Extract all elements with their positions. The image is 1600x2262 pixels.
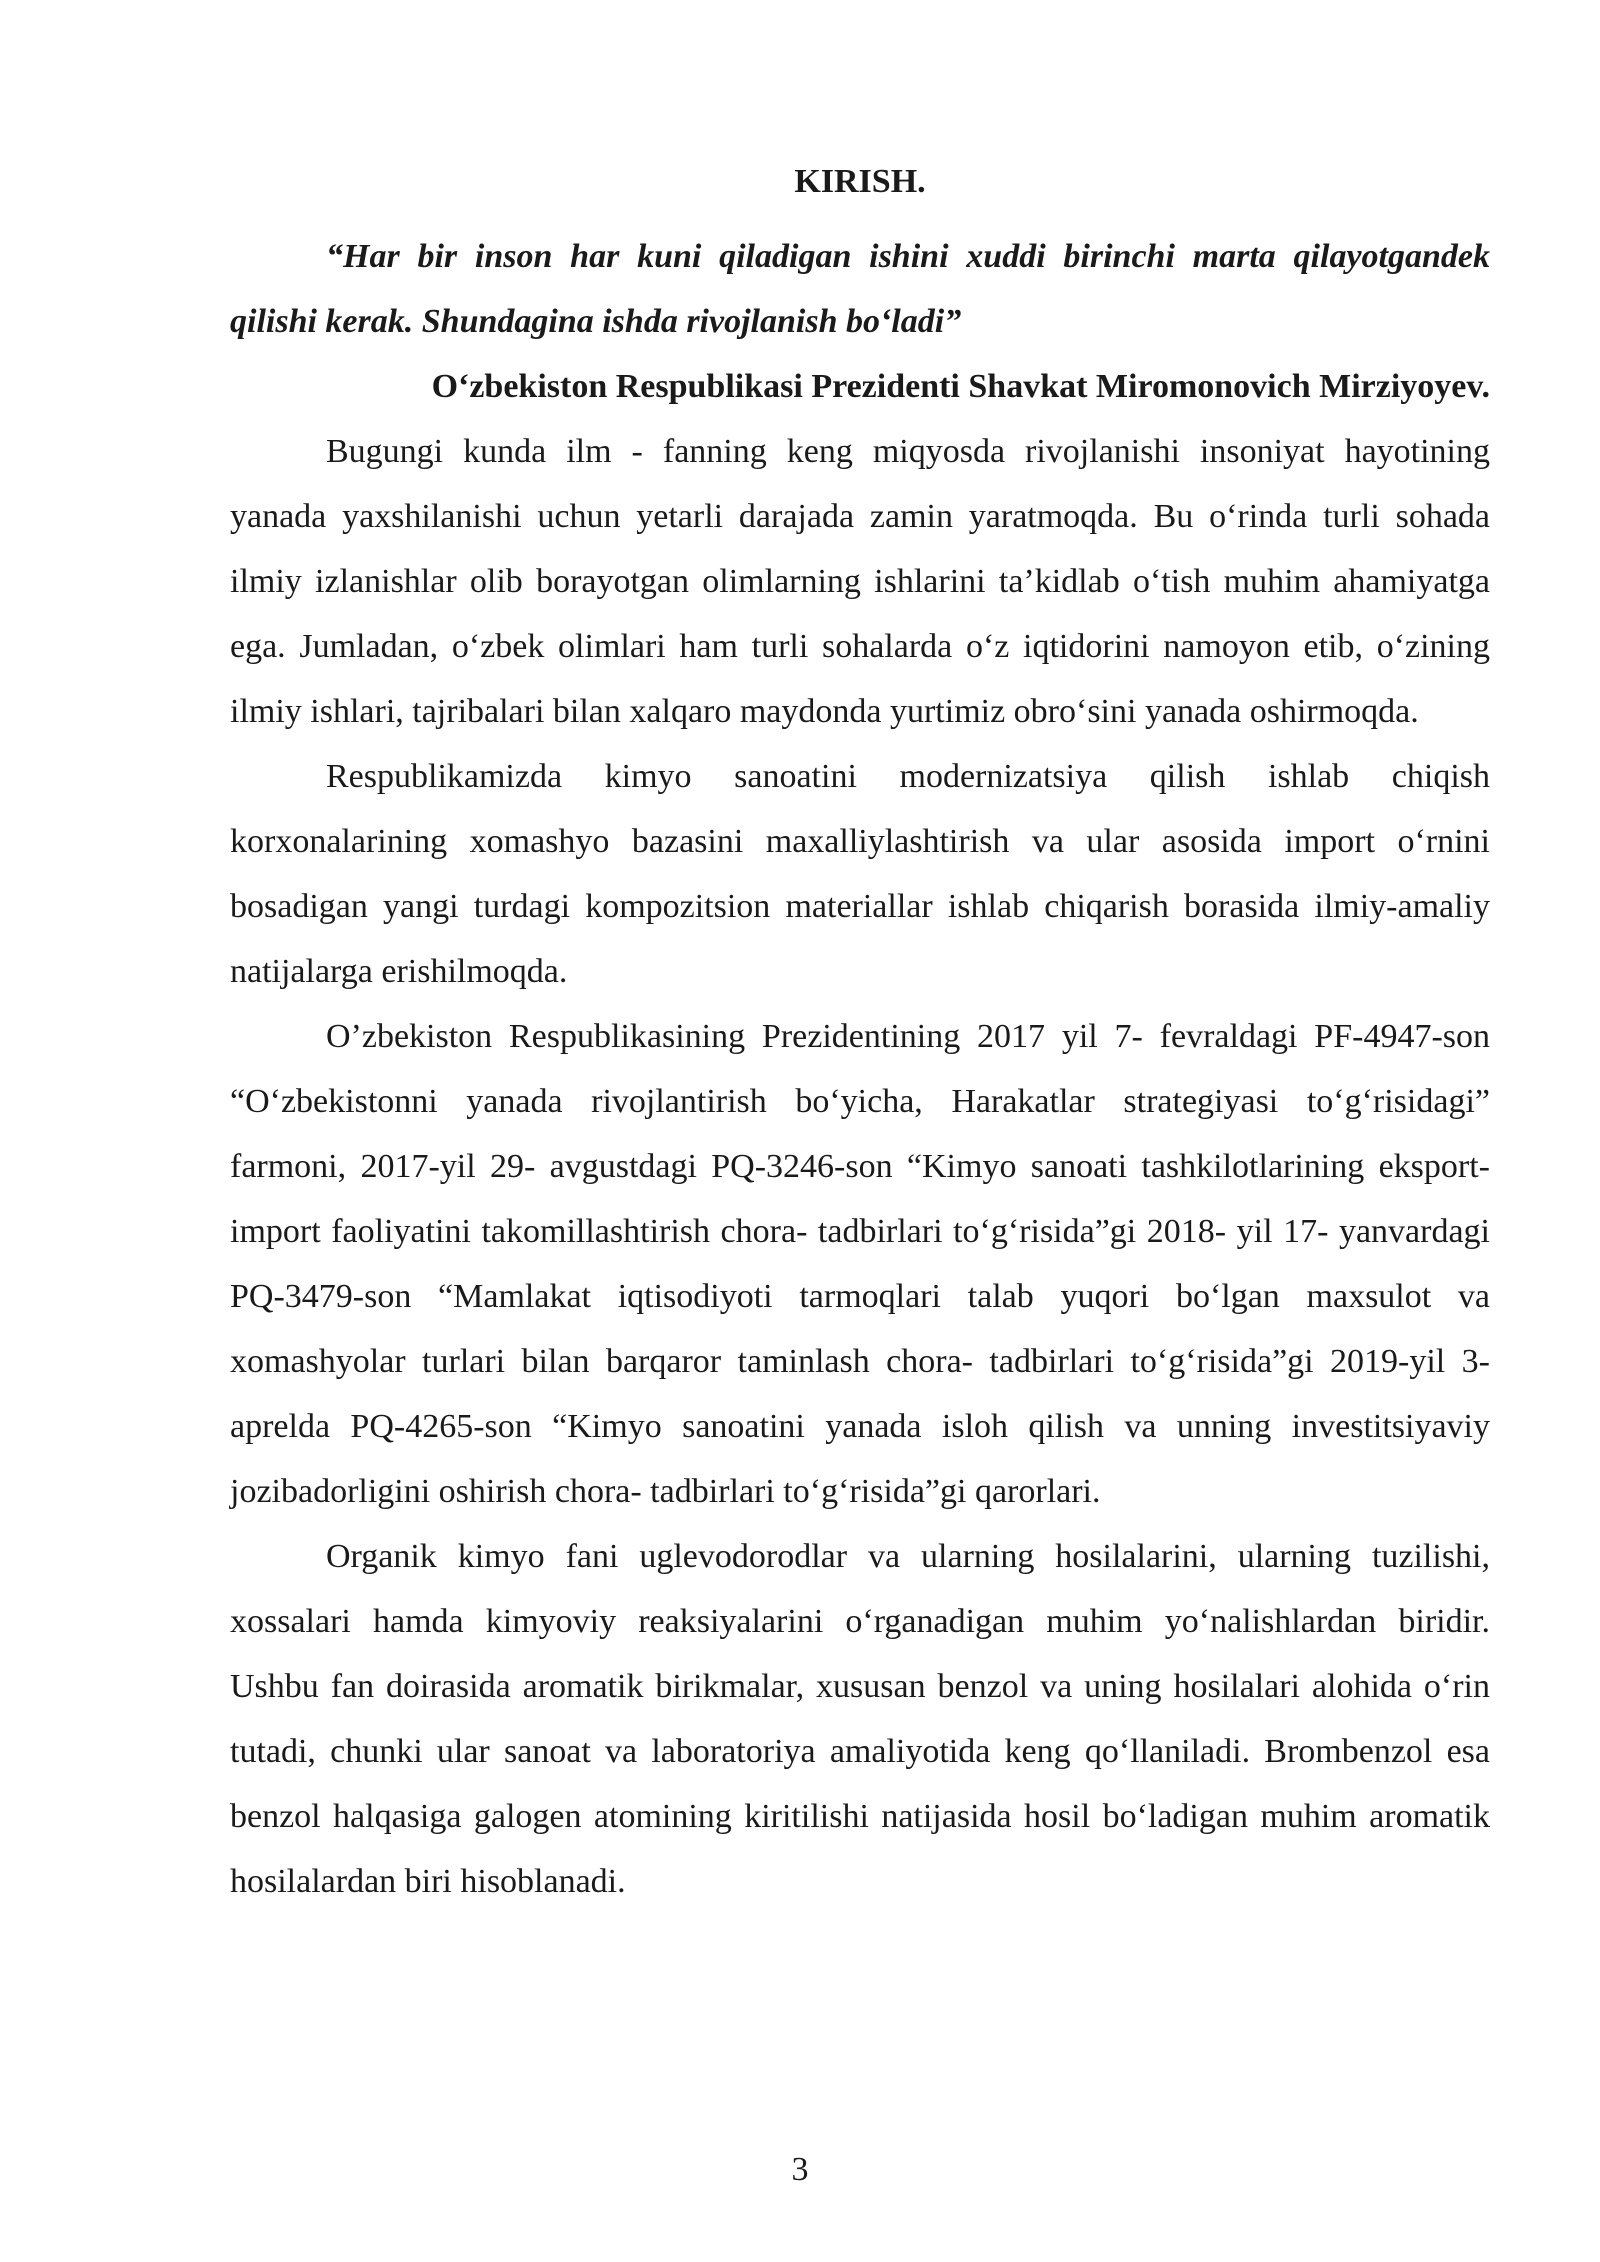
document-page: [230, 160, 1490, 1914]
body-paragraph-1: Bugungi kunda ilm - fanning keng miqyosda rivojlanishi insoniyat hayotining yanada yaxshilanishi uchun yetarli darajada zamin yaratmoqda. Bu o‘rinda turli sohada ilmiy izlanishlar olib borayotgan olimlarning ishlarini ta’kidlab o‘tish muhim ahamiyatga ega. Jumladan, o‘zbek olimlari ham turli sohalarda o‘z iqtidorini namoyon etib, o‘zining ilmiy ishlari, tajribalari bilan xalqaro maydonda yurtimiz obro‘sini yanada oshirmoqda.: [230, 433, 1490, 730]
epigraph-author: O‘zbekiston Respublikasi Prezidenti Shavkat Miromonovich Mirziyoyev.: [431, 368, 1490, 405]
body-paragraph-3: O’zbekiston Respublikasining Prezidentining 2017 yil 7- fevraldagi PF-4947-son “O‘zbekistonni yanada rivojlantirish bo‘yicha, Harakatlar strategiyasi to‘g‘risidagi” farmoni, 2017-yil 29- avgustdagi PQ-3246-son “Kimyo sanoati tashkilotlarining eksport-import faoliyatini takomillashtirish chora- tadbirlari to‘g‘risida”gi 2018- yil 17- yanvardagi PQ-3479-son “Mamlakat iqtisodiyoti tarmoqlari talab yuqori bo‘lgan maxsulot va xomashyolar turlari bilan barqaror taminlash chora- tadbirlari to‘g‘risida”gi 2019-yil 3-aprelda PQ-4265-son “Kimyo sanoatini yanada isloh qilish va unning investitsiyaviy jozibadorligini oshirish chora- tadbirlari to‘g‘risida”gi qarorlari.: [230, 1018, 1490, 1510]
body-paragraph-2: Respublikamizda kimyo sanoatini modernizatsiya qilish ishlab chiqish korxonalarining xomashyo bazasini maxalliylashtirish va ular asosida import o‘rnini bosadigan yangi turdagi kompozitsion materiallar ishlab chiqarish borasida ilmiy-amaliy natijalarga erishilmoqda.: [230, 758, 1490, 990]
body-paragraph-4: Organik kimyo fani uglevodorodlar va ularning hosilalarini, ularning tuzilishi, xossalari hamda kimyoviy reaksiyalarini o‘rganadigan muhim yo‘nalishlardan biridir. Ushbu fan doirasida aromatik birikmalar, xususan benzol va uning hosilalari alohida o‘rin tutadi, chunki ular sanoat va laboratoriya amaliyotida keng qo‘llaniladi. Brombenzol esa benzol halqasiga galogen atomining kiritilishi natijasida hosil bo‘ladigan muhim aromatik hosilalardan biri hisoblanadi.: [230, 1538, 1490, 1900]
section-title: KIRISH.: [794, 163, 926, 200]
epigraph-quote: “Har bir inson har kuni qiladigan ishini xuddi birinchi marta qilayotgandek qilishi kerak. Shundagina ishda rivojlanish bo‘ladi”: [230, 238, 1490, 340]
page-number: 3: [791, 2151, 809, 2188]
